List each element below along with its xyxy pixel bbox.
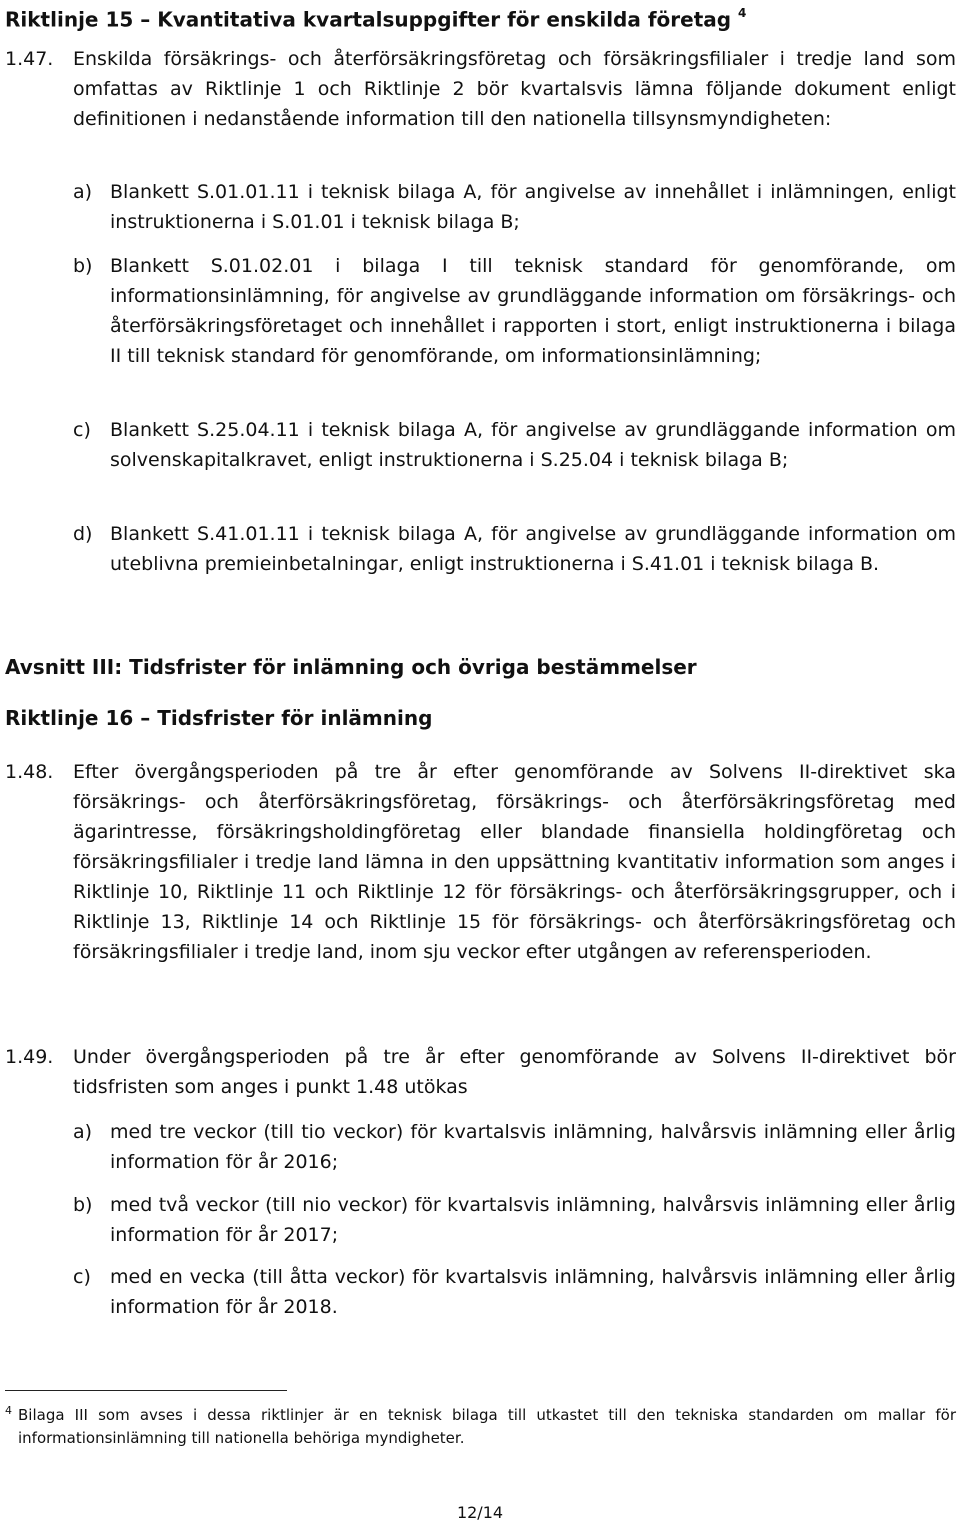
list-item-label-b: b) — [73, 255, 93, 277]
page-number: 12/14 — [456, 1503, 504, 1522]
paragraph-1-49: Under övergångsperioden på tre år efter genomförande av Solvens II-direktivet bör tidsfristen som anges i punkt 1.48 utökas — [73, 1046, 956, 1098]
list-item-a: Blankett S.01.01.11 i teknisk bilaga A, för angivelse av innehållet i inlämningen, enligt instruktionerna i S.01.01 i teknisk bilaga B; — [110, 181, 956, 233]
list-item-d: Blankett S.41.01.11 i teknisk bilaga A, för angivelse av grundläggande information om uteblivna premieinbetalningar, enligt instruktionerna i S.41.01 i teknisk bilaga B. — [110, 523, 956, 575]
list-item-label-c: c) — [73, 1266, 91, 1288]
list-item-label-d: d) — [73, 523, 93, 545]
list-item-a: med tre veckor (till tio veckor) för kvartalsvis inlämning, halvårsvis inlämning eller årlig information för år 2016; — [110, 1121, 956, 1173]
guideline-15-heading-text: Riktlinje 15 – Kvantitativa kvartalsuppgifter för enskilda företag — [5, 7, 732, 32]
list-item-label-c: c) — [73, 419, 91, 441]
paragraph-1-48: Efter övergångsperioden på tre år efter genomförande av Solvens II-direktivet ska försäkrings- och återförsäkringsföretag, försäkrings- och återförsäkringsföretag med ägarintresse, försäkringsholdingföretag eller blandade finansiella holdingföretag och försäkringsfilialer i tredje land lämna in den uppsättning kvantitativ information som anges i Riktlinje 10, Riktlinje 11 och Riktlinje 12 för försäkrings- och återförsäkringsgrupper, och i Riktlinje 13, Riktlinje 14 och Riktlinje 15 för försäkrings- och återförsäkringsföretag och försäkringsfilialer i tredje land, inom sju veckor efter utgången av referensperioden. — [73, 761, 956, 963]
list-item-c: Blankett S.25.04.11 i teknisk bilaga A, för angivelse av grundläggande information om solvenskapitalkravet, enligt instruktionerna i S.25.04 i teknisk bilaga B; — [110, 419, 956, 471]
footnote-text: Bilaga III som avses i dessa riktlinjer är en teknisk bilaga till utkastet till den tekniska standarden om mallar för informationsinlämning till nationella behöriga myndigheter. — [18, 1406, 956, 1447]
paragraph-number-1-47: 1.47. — [5, 48, 54, 70]
footnote-reference[interactable]: 4 — [738, 6, 747, 20]
footnote-divider — [5, 1390, 287, 1391]
list-item-c: med en vecka (till åtta veckor) för kvartalsvis inlämning, halvårsvis inlämning eller årlig information för år 2018. — [110, 1266, 956, 1318]
paragraph-number-1-48: 1.48. — [5, 761, 54, 783]
list-item-label-a: a) — [73, 1121, 93, 1143]
list-item-b: med två veckor (till nio veckor) för kvartalsvis inlämning, halvårsvis inlämning eller årlig information för år 2017; — [110, 1194, 956, 1246]
guideline-15-heading — [5, 2, 955, 33]
footnote-mark: 4 — [5, 1404, 12, 1417]
guideline-16-heading: Riktlinje 16 – Tidsfrister för inlämning — [5, 706, 433, 730]
paragraph-1-47: Enskilda försäkrings- och återförsäkringsföretag och försäkringsfilialer i tredje land som omfattas av Riktlinje 1 och Riktlinje 2 bör kvartalsvis lämna följande dokument enligt definitionen i nedanstående information till den nationella tillsynsmyndigheten: — [73, 48, 956, 130]
section-heading: Avsnitt III: Tidsfrister för inlämning och övriga bestämmelser — [5, 655, 697, 679]
list-item-label-a: a) — [73, 181, 93, 203]
list-item-b: Blankett S.01.02.01 i bilaga I till teknisk standard för genomförande, om informationsinlämning, för angivelse av grundläggande information om försäkrings- och återförsäkringsföretaget och innehållet i rapporten i stort, enligt instruktionerna i bilaga II till teknisk standard för genomförande, om informationsinlämning; — [110, 255, 956, 367]
list-item-label-b: b) — [73, 1194, 93, 1216]
paragraph-number-1-49: 1.49. — [5, 1046, 54, 1068]
